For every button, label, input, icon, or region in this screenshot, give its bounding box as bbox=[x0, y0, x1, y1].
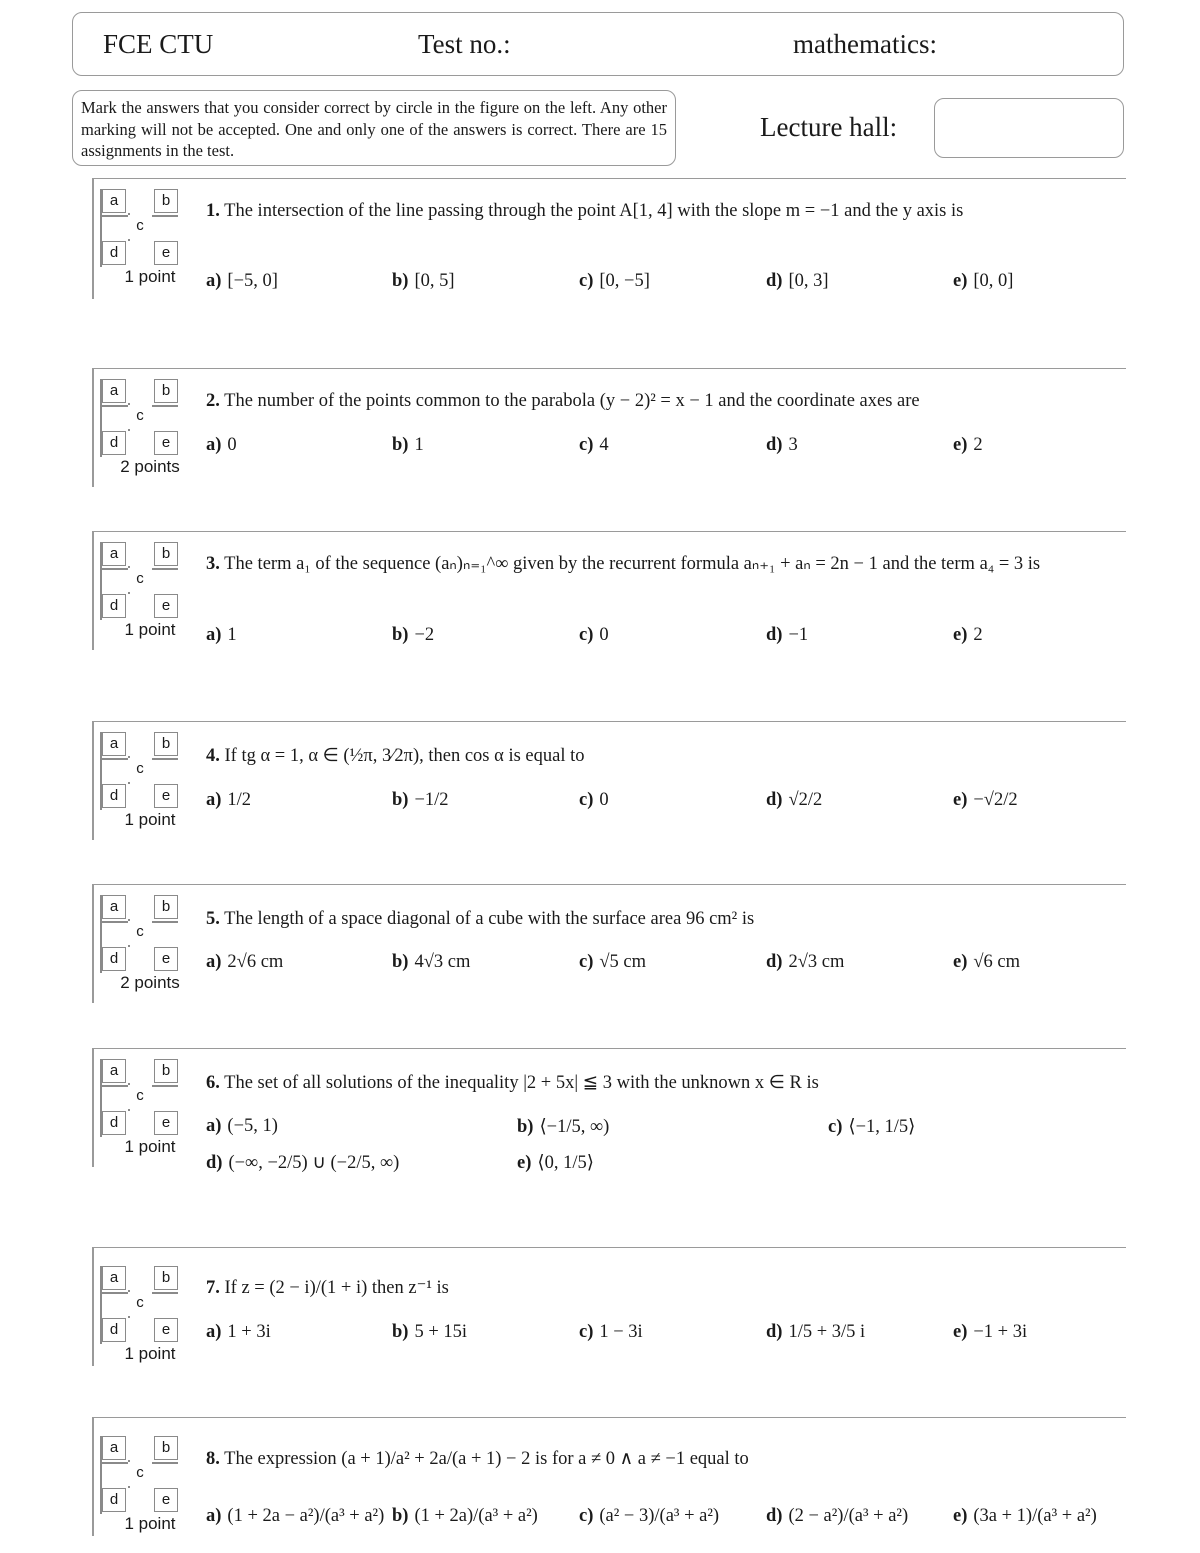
answer-grid bbox=[100, 1059, 176, 1169]
question-text: 2. The number of the points common to the parabola (y − 2)² = x − 1 and the coordinate axes are bbox=[206, 391, 920, 411]
question-2 bbox=[92, 368, 1126, 530]
answer-c: c) 0 bbox=[579, 790, 609, 810]
checkbox-a[interactable]: a bbox=[102, 189, 126, 213]
checkbox-a[interactable]: a bbox=[102, 1059, 126, 1083]
question-text: 6. The set of all solutions of the inequality |2 + 5x| ≦ 3 with the unknown x ∈ R is bbox=[206, 1073, 819, 1093]
checkbox-b[interactable]: b bbox=[154, 189, 178, 213]
answer-e: e) (3a + 1)/(a³ + a²) bbox=[953, 1506, 1097, 1526]
answer-d: d) 3 bbox=[766, 435, 798, 455]
question-points: 1 point bbox=[124, 267, 176, 286]
question-text: 3. The term a₁ of the sequence (aₙ)ₙ₌₁^∞ given by the recurrent formula aₙ₊₁ + aₙ = 2n − 1 and the term a₄ = 3 is bbox=[206, 554, 1041, 574]
checkbox-a[interactable]: a bbox=[102, 1266, 126, 1290]
checkbox-a[interactable]: a bbox=[102, 379, 126, 403]
checkbox-b[interactable]: b bbox=[154, 895, 178, 919]
answer-d: d) 1/5 + 3/5 i bbox=[766, 1322, 866, 1342]
answer-b: b) 5 + 15i bbox=[392, 1322, 468, 1342]
checkbox-e[interactable]: e bbox=[154, 241, 178, 265]
question-3 bbox=[92, 531, 1126, 721]
checkbox-b[interactable]: b bbox=[154, 732, 178, 756]
checkbox-d[interactable]: d bbox=[102, 947, 126, 971]
answer-b: b) ⟨−1/5, ∞) bbox=[517, 1117, 610, 1137]
checkbox-e[interactable]: e bbox=[154, 1318, 178, 1342]
checkbox-d[interactable]: d bbox=[102, 594, 126, 618]
answer-b: b) −2 bbox=[392, 625, 435, 645]
checkbox-d[interactable]: d bbox=[102, 1488, 126, 1512]
checkbox-e[interactable]: e bbox=[154, 1111, 178, 1135]
checkbox-d[interactable]: d bbox=[102, 1318, 126, 1342]
question-text: 4. If tg α = 1, α ∈ (½π, 3⁄2π), then cos α is equal to bbox=[206, 746, 585, 766]
checkbox-b[interactable]: b bbox=[154, 1436, 178, 1460]
checkbox-c[interactable]: c bbox=[128, 568, 152, 592]
answer-c: c) [0, −5] bbox=[579, 271, 650, 291]
answer-grid bbox=[100, 732, 176, 842]
checkbox-a[interactable]: a bbox=[102, 1436, 126, 1460]
test-header bbox=[72, 12, 1124, 76]
question-8 bbox=[92, 1417, 1126, 1553]
instructions-box: Mark the answers that you consider correct by circle in the figure on the left. Any other marking will not be accepted. One and only one of the answers is correct. There are 15 assignments in the test. bbox=[72, 90, 676, 166]
answer-d: d) (2 − a²)/(a³ + a²) bbox=[766, 1506, 909, 1526]
checkbox-e[interactable]: e bbox=[154, 1488, 178, 1512]
school-name: FCE CTU bbox=[103, 29, 214, 59]
checkbox-c[interactable]: c bbox=[128, 215, 152, 239]
checkbox-c[interactable]: c bbox=[128, 921, 152, 945]
answer-b: b) 1 bbox=[392, 435, 424, 455]
checkbox-c[interactable]: c bbox=[128, 1085, 152, 1109]
answer-grid bbox=[100, 895, 180, 1005]
question-4 bbox=[92, 721, 1126, 884]
question-6 bbox=[92, 1048, 1126, 1247]
answer-grid bbox=[100, 542, 176, 652]
checkbox-d[interactable]: d bbox=[102, 431, 126, 455]
answer-d: d) √2/2 bbox=[766, 790, 823, 810]
answer-a: a) [−5, 0] bbox=[206, 271, 278, 291]
question-points: 1 point bbox=[124, 1137, 176, 1156]
answer-c: c) √5 cm bbox=[579, 952, 647, 972]
checkbox-a[interactable]: a bbox=[102, 732, 126, 756]
answer-e: e) 2 bbox=[953, 625, 983, 645]
answer-a: a) 1/2 bbox=[206, 790, 252, 810]
checkbox-b[interactable]: b bbox=[154, 1059, 178, 1083]
answer-c: c) 0 bbox=[579, 625, 609, 645]
answer-grid bbox=[100, 1266, 176, 1376]
answer-a: a) 1 + 3i bbox=[206, 1322, 271, 1342]
answer-a: a) 0 bbox=[206, 435, 237, 455]
answer-b: b) (1 + 2a)/(a³ + a²) bbox=[392, 1506, 538, 1526]
checkbox-d[interactable]: d bbox=[102, 784, 126, 808]
subject-label: mathematics: bbox=[793, 29, 937, 59]
question-points: 1 point bbox=[124, 1514, 176, 1533]
answer-a: a) 1 bbox=[206, 625, 237, 645]
answer-e: e) −√2/2 bbox=[953, 790, 1018, 810]
question-text: 7. If z = (2 − i)/(1 + i) then z⁻¹ is bbox=[206, 1278, 449, 1298]
answer-c: c) 1 − 3i bbox=[579, 1322, 643, 1342]
answer-b: b) −1/2 bbox=[392, 790, 449, 810]
checkbox-d[interactable]: d bbox=[102, 1111, 126, 1135]
answer-d: d) 2√3 cm bbox=[766, 952, 845, 972]
answer-a: a) (1 + 2a − a²)/(a³ + a²) bbox=[206, 1506, 385, 1526]
checkbox-e[interactable]: e bbox=[154, 594, 178, 618]
question-text: 5. The length of a space diagonal of a cube with the surface area 96 cm² is bbox=[206, 909, 755, 929]
question-text: 1. The intersection of the line passing through the point A[1, 4] with the slope m = −1 and the y axis is bbox=[206, 201, 964, 221]
answer-b: b) [0, 5] bbox=[392, 271, 455, 291]
answer-d: d) [0, 3] bbox=[766, 271, 829, 291]
question-5 bbox=[92, 884, 1126, 1048]
answer-c: c) (a² − 3)/(a³ + a²) bbox=[579, 1506, 720, 1526]
checkbox-c[interactable]: c bbox=[128, 758, 152, 782]
question-points: 1 point bbox=[124, 620, 176, 639]
checkbox-c[interactable]: c bbox=[128, 405, 152, 429]
answer-e: e) −1 + 3i bbox=[953, 1322, 1028, 1342]
checkbox-a[interactable]: a bbox=[102, 542, 126, 566]
question-1 bbox=[92, 178, 1126, 368]
answer-e: e) ⟨0, 1/5⟩ bbox=[517, 1153, 594, 1173]
answer-a: a) (−5, 1) bbox=[206, 1116, 278, 1136]
question-points: 2 points bbox=[120, 973, 180, 992]
answer-d: d) −1 bbox=[766, 625, 809, 645]
answer-c: c) 4 bbox=[579, 435, 609, 455]
question-points: 2 points bbox=[120, 457, 180, 476]
answer-grid bbox=[100, 1436, 176, 1546]
lecture-hall-field[interactable] bbox=[934, 98, 1124, 158]
checkbox-e[interactable]: e bbox=[154, 947, 178, 971]
answer-a: a) 2√6 cm bbox=[206, 952, 284, 972]
answer-e: e) [0, 0] bbox=[953, 271, 1014, 291]
answer-d: d) (−∞, −2/5) ∪ (−2/5, ∞) bbox=[206, 1153, 400, 1173]
checkbox-e[interactable]: e bbox=[154, 431, 178, 455]
answer-c: c) ⟨−1, 1/5⟩ bbox=[828, 1117, 916, 1137]
test-number-label: Test no.: bbox=[418, 29, 511, 59]
lecture-hall-label: Lecture hall: bbox=[760, 112, 898, 142]
answer-b: b) 4√3 cm bbox=[392, 952, 471, 972]
checkbox-a[interactable]: a bbox=[102, 895, 126, 919]
checkbox-b[interactable]: b bbox=[154, 542, 178, 566]
checkbox-c[interactable]: c bbox=[128, 1292, 152, 1316]
question-points: 1 point bbox=[124, 810, 176, 829]
question-text: 8. The expression (a + 1)/a² + 2a/(a + 1) − 2 is for a ≠ 0 ∧ a ≠ −1 equal to bbox=[206, 1449, 749, 1469]
checkbox-e[interactable]: e bbox=[154, 784, 178, 808]
answer-grid bbox=[100, 379, 180, 489]
question-points: 1 point bbox=[124, 1344, 176, 1363]
answer-e: e) 2 bbox=[953, 435, 983, 455]
answer-grid bbox=[100, 189, 176, 299]
checkbox-b[interactable]: b bbox=[154, 1266, 178, 1290]
checkbox-b[interactable]: b bbox=[154, 379, 178, 403]
question-7 bbox=[92, 1247, 1126, 1417]
checkbox-c[interactable]: c bbox=[128, 1462, 152, 1486]
checkbox-d[interactable]: d bbox=[102, 241, 126, 265]
answer-e: e) √6 cm bbox=[953, 952, 1021, 972]
